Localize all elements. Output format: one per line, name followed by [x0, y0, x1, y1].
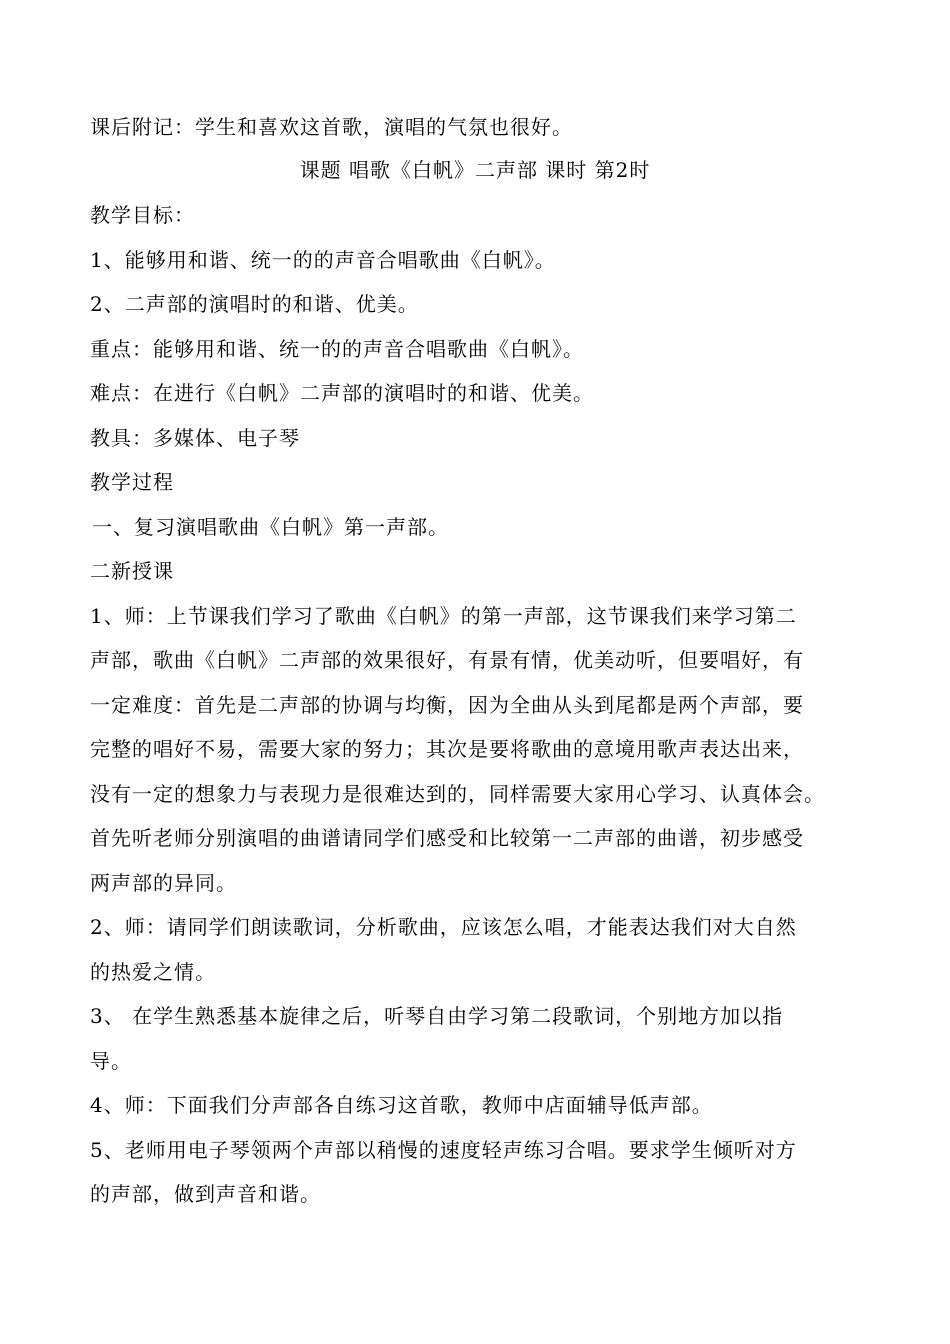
- key-point: 重点：能够用和谐、统一的的声音合唱歌曲《白帆》。: [90, 337, 584, 361]
- paragraph-1-line-5: 没有一定的想象力与表现力是很难达到的，同样需要大家用心学习、认真体会。: [90, 782, 825, 806]
- step-review: 一、复习演唱歌曲《白帆》第一声部。: [92, 515, 449, 539]
- paragraph-1-line-6: 首先听老师分别演唱的曲谱请同学们感受和比较第一二声部的曲谱，初步感受: [90, 826, 804, 850]
- paragraph-1-line-3: 一定难度：首先是二声部的协调与均衡，因为全曲从头到尾都是两个声部，要: [90, 693, 804, 717]
- teaching-aids: 教具：多媒体、电子琴: [90, 426, 300, 450]
- after-class-note: 课后附记：学生和喜欢这首歌，演唱的气氛也很好。: [90, 115, 573, 139]
- paragraph-2-line-1: 2、师：请同学们朗读歌词，分析歌曲，应该怎么唱，才能表达我们对大自然: [90, 915, 797, 939]
- paragraph-1-line-1: 1、师：上节课我们学习了歌曲《白帆》的第一声部，这节课我们来学习第二: [90, 604, 797, 628]
- paragraph-2-line-2: 的热爱之情。: [90, 960, 216, 984]
- paragraph-1-line-7: 两声部的异同。: [90, 871, 237, 895]
- paragraph-1-line-4: 完整的唱好不易，需要大家的努力；其次是要将歌曲的意境用歌声表达出来，: [90, 737, 804, 761]
- goal-1: 1、能够用和谐、统一的的声音合唱歌曲《白帆》。: [90, 248, 556, 272]
- difficulty: 难点：在进行《白帆》二声部的演唱时的和谐、优美。: [90, 381, 594, 405]
- paragraph-3-line-1: 3、 在学生熟悉基本旋律之后，听琴自由学习第二段歌词，个别地方加以指: [90, 1004, 784, 1028]
- paragraph-5-line-1: 5、老师用电子琴领两个声部以稍慢的速度轻声练习合唱。要求学生倾听对方: [90, 1138, 797, 1162]
- lesson-title: 课题 唱歌《白帆》二声部 课时 第2时: [299, 158, 651, 182]
- teaching-goals-heading: 教学目标：: [90, 203, 195, 227]
- new-lesson-heading: 二新授课: [90, 559, 174, 583]
- paragraph-5-line-2: 的声部，做到声音和谐。: [90, 1182, 321, 1206]
- goal-2: 2、二声部的演唱时的和谐、优美。: [90, 292, 419, 316]
- paragraph-3-line-2: 导。: [90, 1049, 132, 1073]
- paragraph-4: 4、师：下面我们分声部各自练习这首歌，教师中店面辅导低声部。: [90, 1093, 713, 1117]
- paragraph-1-line-2: 声部，歌曲《白帆》二声部的效果很好，有景有情，优美动听，但要唱好，有: [90, 648, 804, 672]
- teaching-process-heading: 教学过程: [90, 470, 174, 494]
